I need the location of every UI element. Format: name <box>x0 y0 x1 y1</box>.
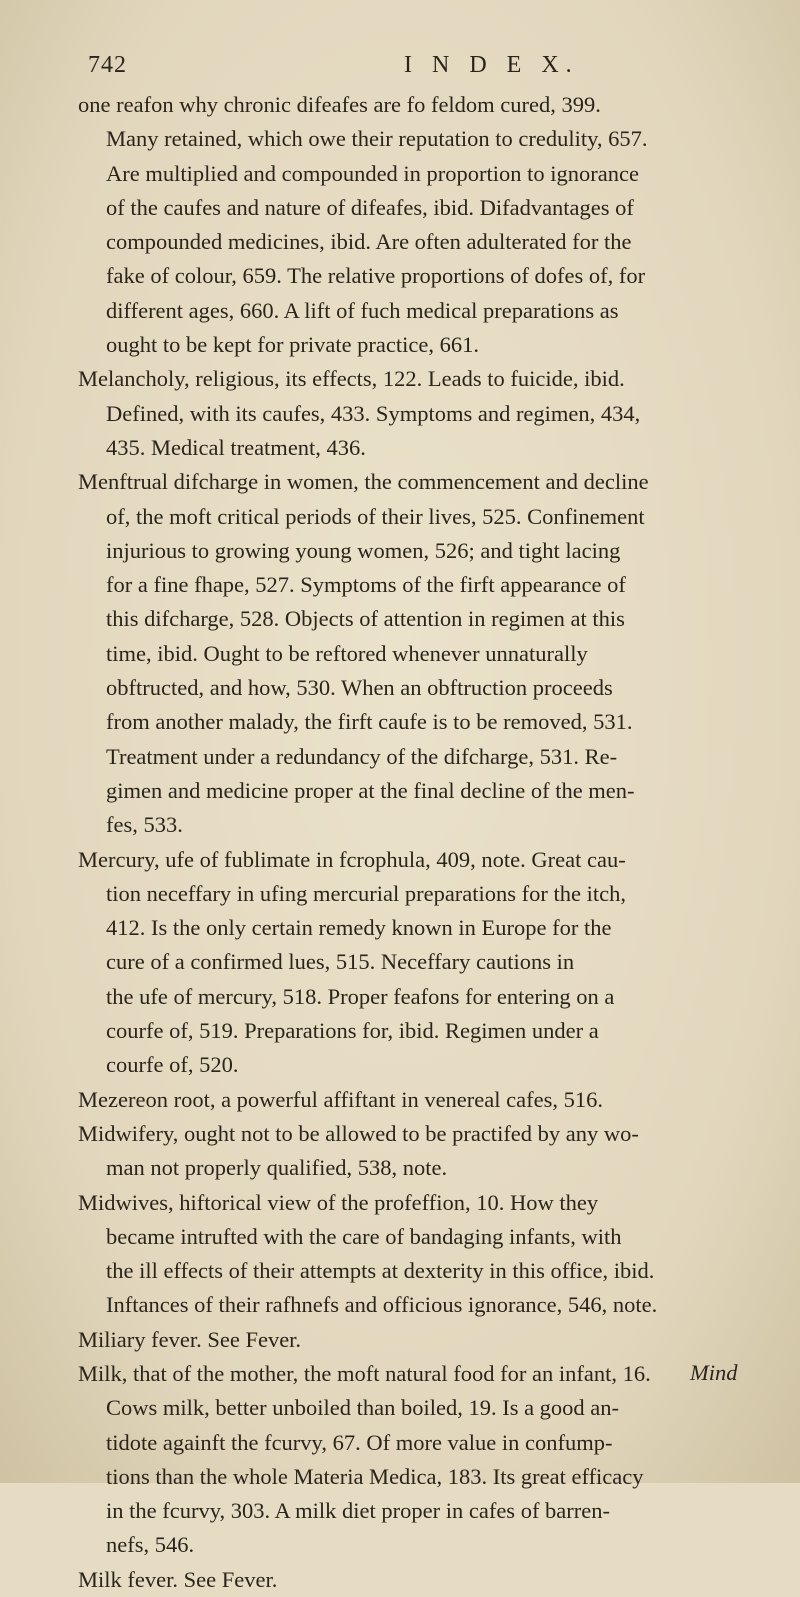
entry-first-line: Milk, that of the mother, the moft natural food for an infant, 16. <box>78 1360 651 1386</box>
index-entry-midwifery <box>78 1117 768 1186</box>
catchword: Mind <box>690 1360 738 1385</box>
entry-line: tion neceffary in ufing mercurial preparations for the itch, <box>106 880 627 906</box>
entry-line: Inftances of their rafhnefs and officious ignorance, 546, note. <box>106 1292 658 1318</box>
entry-line: gimen and medicine proper at the final decline of the men- <box>106 777 635 803</box>
entry-line: Many retained, which owe their reputation to credulity, 657. <box>106 126 648 152</box>
entry-first-line: Midwifery, ought not to be allowed to be practifed by any wo- <box>78 1120 639 1146</box>
entry-first-line: Midwives, hiftorical view of the profeffion, 10. How they <box>78 1189 599 1215</box>
index-entry-mezereon <box>78 1083 768 1117</box>
entry-line: Cows milk, better unboiled than boiled, 19. Is a good an- <box>106 1395 620 1421</box>
entry-line: 435. Medical treatment, 436. <box>106 434 366 460</box>
index-entry-melancholy <box>78 362 768 465</box>
index-entry-mercury <box>78 843 768 1083</box>
entry-line: of the caufes and nature of difeafes, ibid. Difadvantages of <box>106 194 634 220</box>
index-entry-menstrual <box>78 465 768 842</box>
entry-line: 412. Is the only certain remedy known in Europe for the <box>106 915 612 941</box>
entry-line: compounded medicines, ibid. Are often adulterated for the <box>106 229 632 255</box>
entry-line: cure of a confirmed lues, 515. Neceffary cautions in <box>106 949 575 975</box>
entry-line: Are multiplied and compounded in proportion to ignorance <box>106 160 640 186</box>
entry-line: injurious to growing young women, 526; and tight lacing <box>106 537 621 563</box>
entry-line: Defined, with its caufes, 433. Symptoms and regimen, 434, <box>106 400 641 426</box>
page-header <box>88 52 740 86</box>
entry-line: fes, 533. <box>106 812 183 838</box>
entry-line: from another malady, the firft caufe is to be removed, 531. <box>106 709 633 735</box>
entry-line: fake of colour, 659. The relative proportions of dofes of, for <box>106 263 646 289</box>
entry-line: this difcharge, 528. Objects of attention in regimen at this <box>106 606 625 632</box>
entry-first-line: Mercury, ufe of fublimate in fcrophula, 409, note. Great cau- <box>78 846 626 872</box>
entry-line: the ill effects of their attempts at dexterity in this office, ibid. <box>106 1258 655 1284</box>
entry-line: obftructed, and how, 530. When an obftruction proceeds <box>106 675 613 701</box>
entry-line: became intrufted with the care of bandaging infants, with <box>106 1223 622 1249</box>
entry-line: different ages, 660. A lift of fuch medical preparations as <box>106 297 619 323</box>
entry-line: man not properly qualified, 538, note. <box>106 1155 448 1181</box>
entry-line: Treatment under a redundancy of the difcharge, 531. Re- <box>106 743 618 769</box>
entry-line: nefs, 546. <box>106 1532 195 1558</box>
index-entry-miliary <box>78 1323 768 1357</box>
index-entry-continuation <box>78 88 768 362</box>
entry-line: courfe of, 519. Preparations for, ibid. Regimen under a <box>106 1018 599 1044</box>
entry-first-line: one reafon why chronic difeafes are fo feldom cured, 399. <box>78 92 601 117</box>
entry-line: time, ibid. Ought to be reftored whenever unnaturally <box>106 640 588 666</box>
index-body <box>78 88 768 1597</box>
entry-line: tidote againft the fcurvy, 67. Of more value in confump- <box>106 1429 613 1455</box>
entry-first-line: Miliary fever. See Fever. <box>78 1326 302 1352</box>
index-entry-milk <box>78 1357 768 1563</box>
entry-line: tions than the whole Materia Medica, 183. Its great efficacy <box>106 1463 644 1489</box>
index-entry-milk-fever <box>78 1563 768 1597</box>
page-number: 742 <box>88 52 127 78</box>
entry-line: the ufe of mercury, 518. Proper feafons for entering on a <box>106 983 615 1009</box>
entry-line: courfe of, 520. <box>106 1052 239 1078</box>
entry-line: in the fcurvy, 303. A milk diet proper in cafes of barren- <box>106 1498 611 1524</box>
entry-line: ought to be kept for private practice, 661. <box>106 332 479 358</box>
entry-first-line: Milk fever. See Fever. <box>78 1566 278 1592</box>
entry-line: for a fine fhape, 527. Symptoms of the firft appearance of <box>106 572 626 598</box>
entry-first-line: Melancholy, religious, its effects, 122. Leads to fuicide, ibid. <box>78 366 625 392</box>
entry-first-line: Menftrual difcharge in women, the commencement and decline <box>78 469 649 495</box>
entry-first-line: Mezereon root, a powerful affiftant in venereal cafes, 516. <box>78 1086 603 1112</box>
index-entry-midwives <box>78 1186 768 1323</box>
entry-line: of, the moft critical periods of their lives, 525. Confinement <box>106 503 645 529</box>
running-head: I N D E X. <box>404 52 579 78</box>
